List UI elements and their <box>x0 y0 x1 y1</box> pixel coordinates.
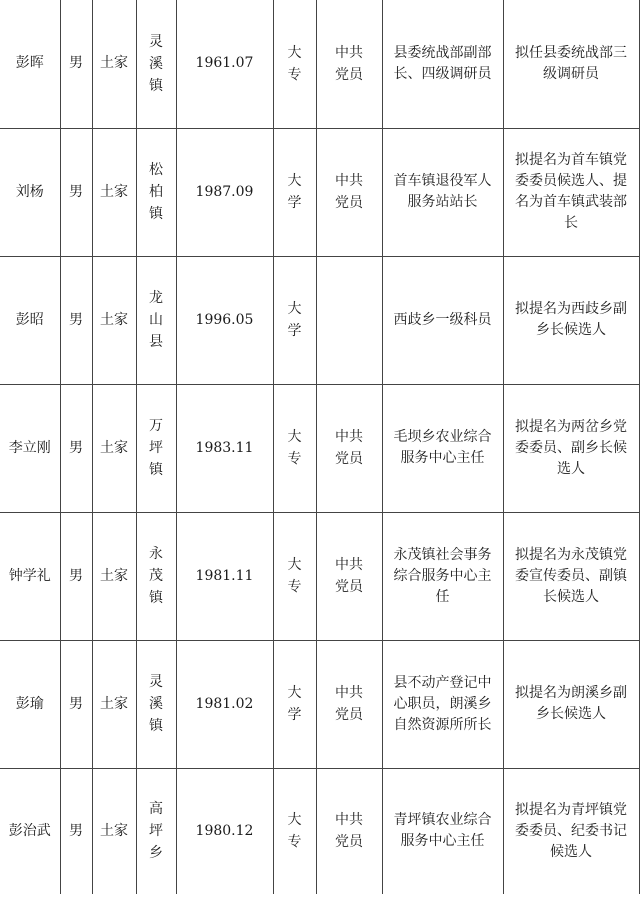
proposal-cell <box>503 384 639 512</box>
education-text: 大专 <box>287 44 302 83</box>
education-text: 大学 <box>287 685 302 723</box>
gender-cell: 男 <box>60 256 92 384</box>
birthplace-text: 龙山县 <box>149 290 163 350</box>
current-position-cell <box>382 128 503 256</box>
current-position-text: 毛坝乡农业综合服务中心主任 <box>393 429 492 466</box>
party-text: 中共党员 <box>335 429 363 467</box>
party-cell <box>316 384 382 512</box>
current-position-cell <box>382 768 503 894</box>
current-position-text: 县委统战部副部长、四级调研员 <box>393 44 492 82</box>
birthplace-cell <box>136 640 176 768</box>
name-cell: 彭昭 <box>0 256 60 384</box>
party-cell <box>316 768 382 894</box>
gender-cell: 男 <box>60 128 92 256</box>
proposal-text: 拟提名为青坪镇党委委员、纪委书记候选人 <box>515 801 627 860</box>
name-cell: 彭治武 <box>0 768 60 894</box>
birthplace-cell <box>136 256 176 384</box>
party-cell <box>316 256 382 384</box>
proposal-cell <box>503 768 639 894</box>
proposal-cell <box>503 256 639 384</box>
proposal-cell <box>503 128 639 256</box>
ethnicity-cell: 土家 <box>92 128 136 256</box>
current-position-cell <box>382 640 503 768</box>
birthplace-cell <box>136 384 176 512</box>
current-position-text: 青坪镇农业综合服务中心主任 <box>393 812 492 850</box>
birth-date-cell: 1996.05 <box>176 256 273 384</box>
proposal-text: 拟提名为朗溪乡副乡长候选人 <box>515 685 627 722</box>
ethnicity-cell: 土家 <box>92 0 136 128</box>
proposal-text: 拟提名为西歧乡副乡长候选人 <box>515 301 627 338</box>
table-row <box>0 384 639 512</box>
gender-cell: 男 <box>60 768 92 894</box>
name-cell: 彭瑜 <box>0 640 60 768</box>
table-row <box>0 256 639 384</box>
education-cell <box>273 384 316 512</box>
education-text: 大专 <box>287 557 302 595</box>
party-cell <box>316 640 382 768</box>
ethnicity-cell: 土家 <box>92 256 136 384</box>
party-cell <box>316 0 382 128</box>
table-row <box>0 0 639 128</box>
party-text: 中共党员 <box>335 685 363 723</box>
proposal-cell <box>503 640 639 768</box>
proposal-cell <box>503 0 639 128</box>
proposal-text: 拟提名为首车镇党委委员候选人、提名为首车镇武装部长 <box>515 152 627 231</box>
name-cell: 刘杨 <box>0 128 60 256</box>
gender-cell: 男 <box>60 0 92 128</box>
birthplace-cell <box>136 768 176 894</box>
birth-date-cell: 1961.07 <box>176 0 273 128</box>
ethnicity-cell: 土家 <box>92 640 136 768</box>
birthplace-text: 灵溪镇 <box>149 33 163 94</box>
party-text: 中共党员 <box>335 44 363 83</box>
table-row <box>0 768 639 894</box>
current-position-cell <box>382 256 503 384</box>
ethnicity-cell: 土家 <box>92 768 136 894</box>
gender-cell: 男 <box>60 640 92 768</box>
birthplace-cell <box>136 0 176 128</box>
birth-date-cell: 1987.09 <box>176 128 273 256</box>
party-text: 中共党员 <box>335 173 363 211</box>
gender-cell: 男 <box>60 384 92 512</box>
birth-date-cell: 1981.11 <box>176 512 273 640</box>
table-row <box>0 640 639 768</box>
birth-date-cell: 1980.12 <box>176 768 273 894</box>
education-text: 大专 <box>287 429 302 467</box>
current-position-text: 永茂镇社会事务综合服务中心主任 <box>393 546 492 605</box>
name-cell: 李立刚 <box>0 384 60 512</box>
name-cell: 彭晖 <box>0 0 60 128</box>
table-row <box>0 512 639 640</box>
birthplace-text: 永茂镇 <box>149 546 163 606</box>
table-row <box>0 128 639 256</box>
birthplace-text: 灵溪镇 <box>149 674 163 734</box>
birthplace-cell <box>136 512 176 640</box>
gender-cell: 男 <box>60 512 92 640</box>
party-cell <box>316 512 382 640</box>
proposal-cell <box>503 512 639 640</box>
education-cell <box>273 256 316 384</box>
party-text: 中共党员 <box>335 812 363 851</box>
current-position-text: 首车镇退役军人服务站站长 <box>393 173 492 210</box>
current-position-cell <box>382 0 503 128</box>
education-cell <box>273 640 316 768</box>
proposal-text: 拟提名为永茂镇党委宣传委员、副镇长候选人 <box>515 546 627 605</box>
current-position-text: 县不动产登记中心职员，朗溪乡自然资源所所长 <box>393 674 492 733</box>
ethnicity-cell: 土家 <box>92 512 136 640</box>
party-cell <box>316 128 382 256</box>
proposal-text: 拟任县委统战部三级调研员 <box>515 44 627 82</box>
birthplace-text: 万坪镇 <box>149 418 163 478</box>
education-cell <box>273 768 316 894</box>
education-cell <box>273 0 316 128</box>
birth-date-cell: 1981.02 <box>176 640 273 768</box>
education-text: 大学 <box>287 173 302 211</box>
birthplace-text: 松柏镇 <box>149 162 163 222</box>
birthplace-cell <box>136 128 176 256</box>
education-text: 大专 <box>287 812 302 851</box>
current-position-text: 西歧乡一级科员 <box>393 311 492 328</box>
birth-date-cell: 1983.11 <box>176 384 273 512</box>
party-text: 中共党员 <box>335 557 363 595</box>
birthplace-text: 高坪乡 <box>149 801 163 862</box>
current-position-cell <box>382 512 503 640</box>
name-cell: 钟学礼 <box>0 512 60 640</box>
education-text: 大学 <box>287 301 302 339</box>
education-cell <box>273 128 316 256</box>
education-cell <box>273 512 316 640</box>
current-position-cell <box>382 384 503 512</box>
ethnicity-cell: 土家 <box>92 384 136 512</box>
proposal-text: 拟提名为两岔乡党委委员、副乡长候选人 <box>515 418 627 477</box>
